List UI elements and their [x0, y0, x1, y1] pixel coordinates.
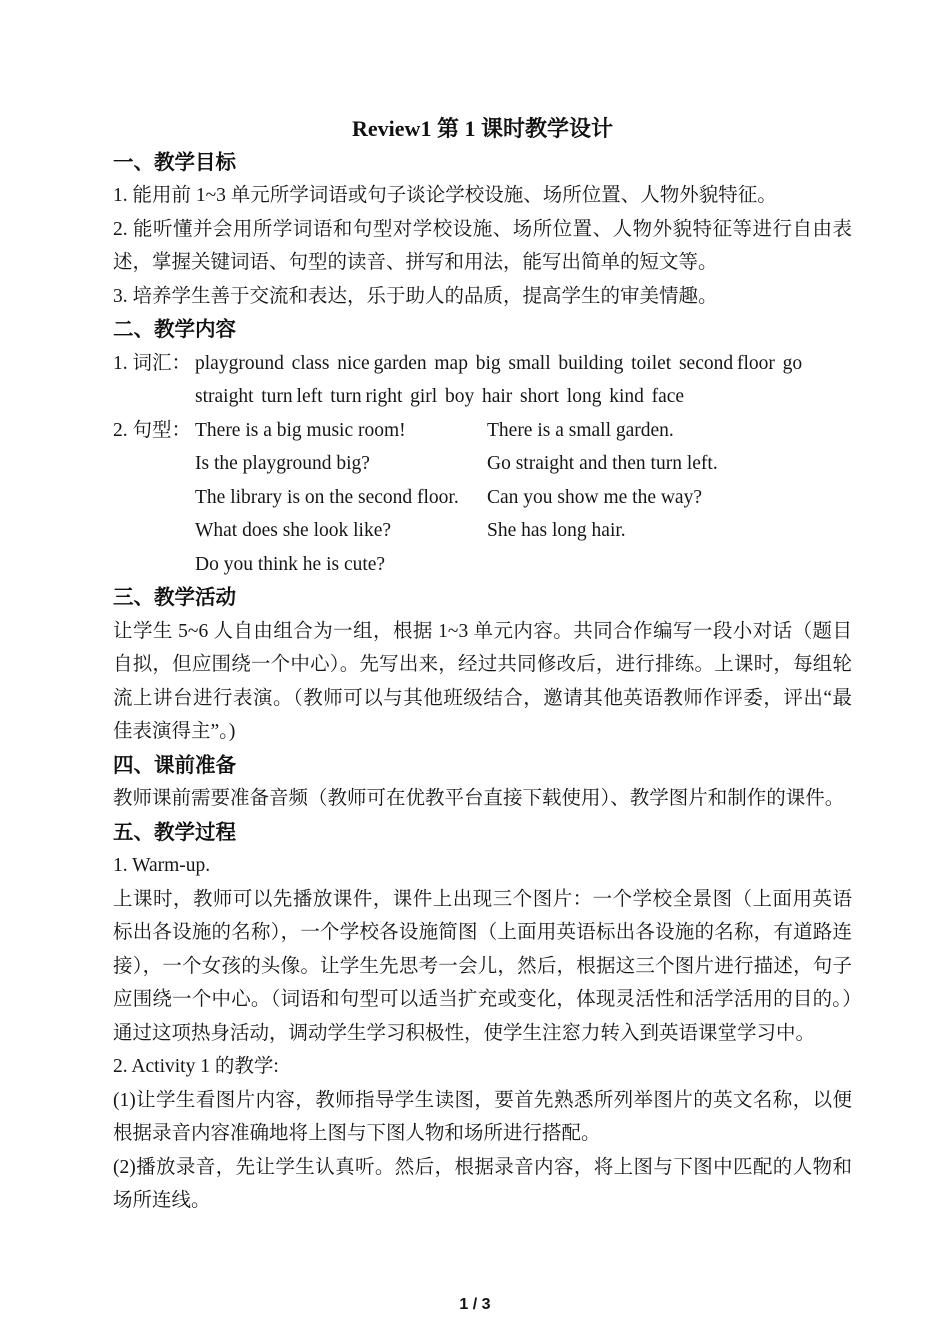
pattern-left: There is a big music room! — [195, 419, 406, 441]
pattern-right: There is a small garden. — [487, 419, 674, 441]
goal-item-2: 2. 能听懂并会用所学词语和句型对学校设施、场所位置、人物外貌特征等进行自由表述，掌握关键词语、句型的读音、拼写和用法，能写出简单的短文等。 — [113, 218, 852, 273]
goal-item-3: 3. 培养学生善于交流和表达，乐于助人的品质，提高学生的审美情趣。 — [113, 285, 718, 307]
pattern-left: Is the playground big? — [195, 453, 370, 474]
activities-body: 让学生 5~6 人自由组合为一组，根据 1~3 单元内容。共同合作编写一段小对话（题目自拟，但应围绕一个中心）。先写出来，经过共同修改后，进行排练。上课时，每组轮流上讲台进行表演。（教师可以与其他班级结合，邀请其他英语教师作评委，评出“最佳表演得主”。) — [113, 620, 852, 742]
pattern-right — [487, 548, 852, 582]
vocab-row — [113, 347, 852, 414]
process-step2-label: 2. Activity 1 的教学: — [113, 1056, 279, 1077]
section-heading-preparation: 四、课前准备 — [113, 753, 236, 777]
pattern-right: She has long hair. — [487, 520, 626, 541]
pattern-left: What does she look like? — [195, 520, 392, 541]
page-number: 1 / 3 — [459, 1296, 491, 1313]
pattern-left: Do you think he is cute? — [195, 553, 386, 575]
patterns-label: 2. 句型： — [113, 419, 192, 441]
section-heading-content: 二、教学内容 — [113, 318, 236, 341]
process-step1-body: 上课时，教师可以先播放课件，课件上出现三个图片：一个学校全景图（上面用英语标出各设施的名称），一个学校各设施简图（上面用英语标出各设施的名称，有道路连接），一个女孩的头像。让学生先思考一会儿，然后，根据这三个图片进行描述，句子应围绕一个中心。（词语和句型可以适当扩充或变化，体现灵活性和活学活用的目的。）通过这项热身活动，调动学生学习积极性，使学生注窓力转入到英语课堂学习中。 — [113, 888, 852, 1044]
pattern-right: Go straight and then turn left. — [487, 453, 718, 474]
pattern-row — [113, 548, 852, 582]
page-title: Review1 第 1 课时教学设计 — [352, 116, 613, 141]
section-heading-goals: 一、教学目标 — [113, 150, 236, 174]
goal-item-1: 1. 能用前 1~3 单元所学词语或句子谈论学校设施、场所位置、人物外貌特征。 — [113, 185, 777, 206]
vocab-list — [195, 347, 852, 414]
preparation-body: 教师课前需要准备音频（教师可在优教平台直接下载使用）、教学图片和制作的课件。 — [113, 788, 845, 809]
pattern-row — [113, 414, 852, 448]
pattern-row — [113, 481, 852, 515]
process-step2-item-2: (2)播放录音，先让学生认真听。然后，根据录音内容，将上图与下图中匹配的人物和场所连线。 — [113, 1156, 852, 1211]
vocab-label: 1. 词汇： — [113, 352, 192, 374]
section-heading-activities: 三、教学活动 — [113, 586, 236, 609]
pattern-right: Can you show me the way? — [487, 486, 702, 508]
document-content — [113, 112, 852, 1218]
section-heading-process: 五、教学过程 — [113, 820, 236, 844]
pattern-row — [113, 447, 852, 481]
vocab-line-2: straight turn left turn right girl boy hair short long kind face — [195, 386, 685, 407]
process-step2-item-1: (1)让学生看图片内容，教师指导学生读图，要首先熟悉所列举图片的英文名称，以便根据录音内容准确地将上图与下图人物和场所进行搭配。 — [113, 1089, 852, 1144]
sentence-patterns — [113, 414, 852, 582]
pattern-row — [113, 514, 852, 548]
pattern-left: The library is on the second floor. — [195, 486, 459, 508]
process-step1-label: 1. Warm-up. — [113, 855, 211, 876]
vocab-line-1: playground class nice garden map big small building toilet second floor go — [195, 352, 803, 374]
